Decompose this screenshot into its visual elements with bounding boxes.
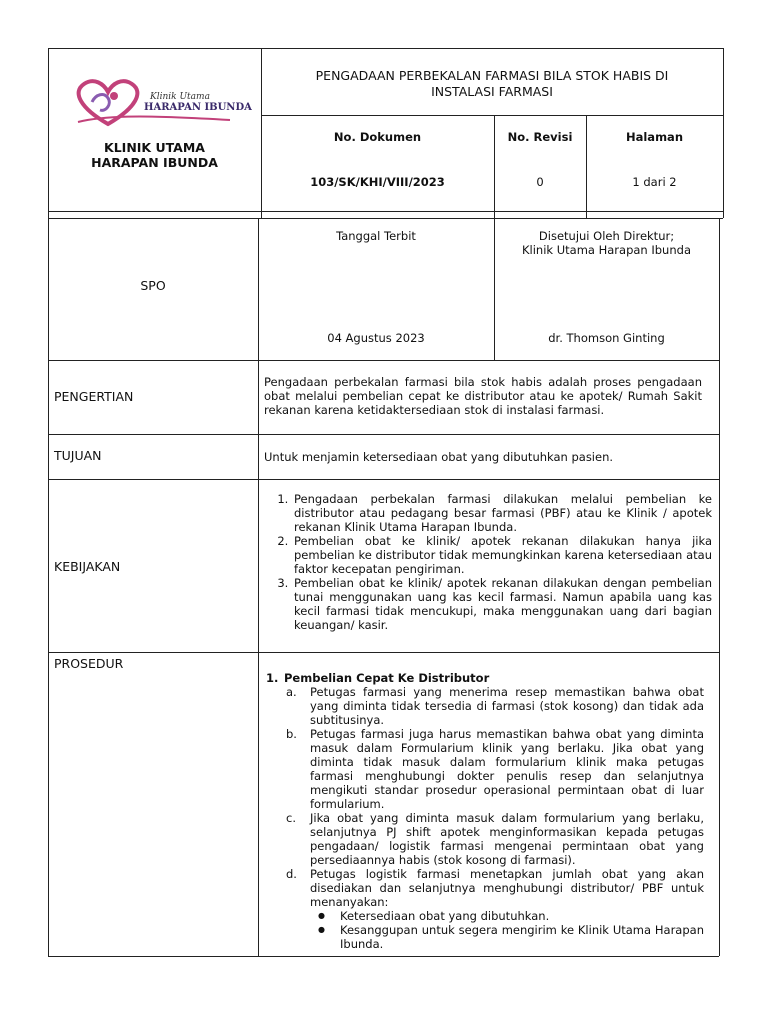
approved-by-line2: Klinik Utama Harapan Ibunda [522, 243, 691, 257]
page-label: Halaman [625, 130, 684, 144]
approval-block [494, 229, 719, 257]
kebijakan-item: 1. Pengadaan perbekalan farmasi dilakukan melalui pembelian ke distributor atau pedagang besar farmasi (PBF) atau ke Klinik / apotek rekanan Klinik Utama Harapan Ibunda. [292, 492, 712, 534]
tujuan-text: Untuk menjamin ketersediaan obat yang dibutuhkan pasien. [264, 450, 614, 464]
kebijakan-label: KEBIJAKAN [54, 559, 121, 574]
logo-text-small: Klinik Utama [150, 92, 210, 102]
approved-by-line1: Disetujui Oleh Direktur; [538, 229, 675, 243]
clinic-name-line1: KLINIK UTAMA [104, 140, 205, 155]
prosedur-step [286, 867, 704, 951]
kebijakan-list [264, 492, 712, 632]
step-text: Jika obat yang diminta masuk dalam formularium yang berlaku, selanjutnya PJ shift apotek menginformasikan kepada petugas pengadaan/ logistik farmasi mengenai permintaan obat yang persediaannya habis (stok kosong di farmasi). [310, 811, 704, 867]
step-text: Petugas logistik farmasi menetapkan jumlah obat yang akan disediakan dan selanjutnya menghubungi distributor/ PBF untuk menanyakan: [310, 867, 704, 909]
prosedur-section-title-text: Pembelian Cepat Ke Distributor [284, 671, 490, 685]
revision-label: No. Revisi [507, 130, 573, 144]
prosedur-step [286, 811, 704, 867]
pengertian-text: Pengadaan perbekalan farmasi bila stok habis adalah proses pengadaan obat melalui pembelian cepat ke distributor atau ke apotek/ Rumah Sakit rekanan karena ketidaktersediaan stok di instalasi farmasi. [264, 375, 702, 417]
director-name: dr. Thomson Ginting [548, 331, 665, 345]
prosedur-section-title [264, 671, 704, 685]
tujuan-label: TUJUAN [54, 448, 102, 463]
prosedur-step [286, 727, 704, 811]
logo-text-large: HARAPAN IBUNDA [144, 102, 252, 113]
document-title-line1: PENGADAAN PERBEKALAN FARMASI BILA STOK HABIS DI [315, 68, 669, 83]
issued-label: Tanggal Terbit [336, 229, 416, 243]
doc-no-value: 103/SK/KHI/VIII/2023 [310, 175, 445, 189]
spo-label: SPO [140, 278, 166, 293]
prosedur-bullet: ● Ketersediaan obat yang dibutuhkan. [340, 909, 704, 923]
document-title-line2: INSTALASI FARMASI [431, 84, 553, 99]
prosedur-step [286, 685, 704, 727]
doc-no-label: No. Dokumen [333, 130, 422, 144]
document-title [261, 68, 723, 100]
step-marker: d. [286, 867, 297, 881]
page-value: 1 dari 2 [632, 175, 677, 189]
clinic-logo [70, 74, 252, 130]
prosedur-bullet: ● Kesanggupan untuk segera mengirim ke Klinik Utama Harapan Ibunda. [340, 923, 704, 951]
prosedur-label: PROSEDUR [54, 656, 124, 671]
issued-date: 04 Agustus 2023 [327, 331, 425, 345]
step-marker: b. [286, 727, 297, 741]
kebijakan-item: 2. Pembelian obat ke klinik/ apotek rekanan dilakukan hanya jika pembelian ke distributor tidak memungkinkan karena ketersediaan atau faktor kecepatan pengiriman. [292, 534, 712, 576]
step-marker: c. [286, 811, 296, 825]
revision-value: 0 [536, 175, 544, 189]
prosedur-content [264, 671, 704, 951]
step-text: Petugas farmasi juga harus memastikan bahwa obat yang diminta masuk dalam Formularium klinik yang berlaku. Jika obat yang diminta tidak masuk dalam formularium klinik maka petugas farmasi menghubungi dokter penulis resep dan selanjutnya mengikuti standar prosedur operasional permintaan obat di luar formularium. [310, 727, 704, 811]
clinic-name [48, 140, 261, 170]
clinic-name-line2: HARAPAN IBUNDA [91, 155, 218, 170]
prosedur-section-number: 1. [266, 671, 279, 685]
pengertian-label: PENGERTIAN [54, 389, 134, 404]
step-marker: a. [286, 685, 297, 699]
step-text: Petugas farmasi yang menerima resep memastikan bahwa obat yang diminta tidak tersedia di farmasi (stok kosong) dan tidak ada subtitusinya. [310, 685, 704, 727]
kebijakan-item: 3. Pembelian obat ke klinik/ apotek rekanan dilakukan dengan pembelian tunai menggunakan uang kas kecil farmasi. Namun apabila uang kas kecil farmasi tidak mencukupi, maka menggunakan uang dari bagian keuangan/ kasir. [292, 576, 712, 632]
